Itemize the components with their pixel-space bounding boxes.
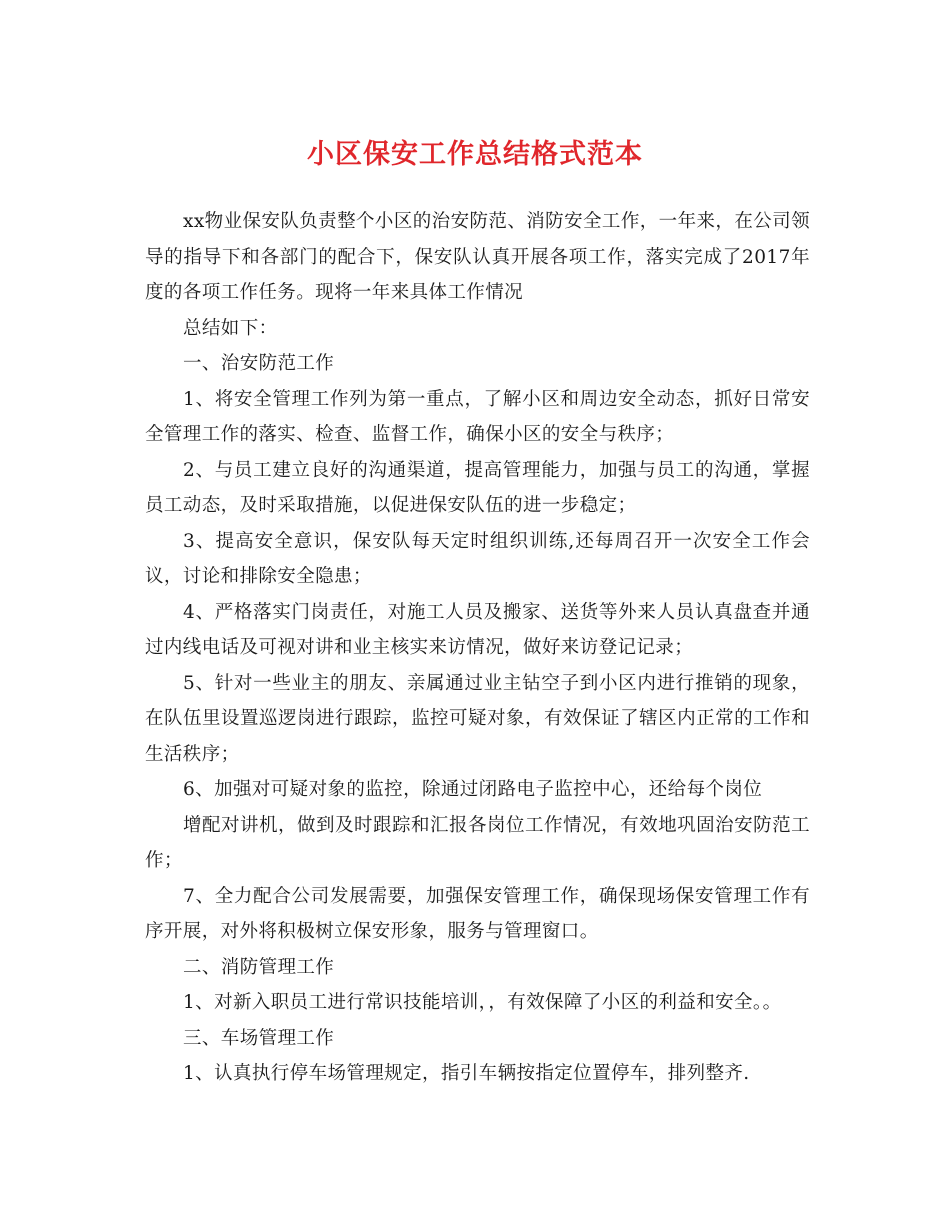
section-heading-fire: 二、消防管理工作 [183,956,335,978]
list-item: 1、认真执行停车场管理规定，指引车辆按指定位置停车，排列整齐. [183,1063,750,1084]
document-title: 小区保安工作总结格式范本 [307,139,643,170]
list-item: 4、严格落实门岗责任，对施工人员及搬家、送货等外来人员认真盘查并通过内线电话及可视对讲和业主核实来访情况，做好来访登记记录； [145,601,810,658]
list-item: 6、加强对可疑对象的监控，除通过闭路电子监控中心，还给每个岗位 [183,779,763,800]
paragraph-summary-lead: 总结如下： [183,317,278,339]
list-item: 5、针对一些业主的朋友、亲属通过业主钻空子到小区内进行推销的现象，在队伍里设置巡逻岗进行跟踪，监控可疑对象，有效保证了辖区内正常的工作和生活秩序； [145,672,810,765]
document-body [145,204,810,1092]
section-heading-security: 一、治安防范工作 [183,353,335,374]
list-item: 1、将安全管理工作列为第一重点，了解小区和周边安全动态，抓好日常安全管理工作的落实、检查、监督工作，确保小区的安全与秩序； [145,388,810,445]
list-item: 7、全力配合公司发展需要，加强保安管理工作，确保现场保安管理工作有序开展，对外将积极树立保安形象，服务与管理窗口。 [145,885,810,942]
paragraph-intro: xx物业保安队负责整个小区的治安防范、消防安全工作，一年来，在公司领导的指导下和各部门的配合下，保安队认真开展各项工作，落实完成了2017年度的各项工作任务。现将一年来具体工作情况 [145,211,810,303]
section-heading-parking: 三、车场管理工作 [183,1027,335,1049]
list-item: 1、对新入职员工进行常识技能培训，，有效保障了小区的利益和安全。。 [183,992,782,1013]
list-item-continuation: 增配对讲机，做到及时跟踪和汇报各岗位工作情况，有效地巩固治安防范工作； [145,814,810,871]
list-item: 2、与员工建立良好的沟通渠道，提高管理能力，加强与员工的沟通，掌握员工动态，及时采取措施，以促进保安队伍的进一步稳定； [145,459,810,516]
list-item: 3、提高安全意识，保安队每天定时组织训练,还每周召开一次安全工作会议，讨论和排除安全隐患； [145,530,810,587]
